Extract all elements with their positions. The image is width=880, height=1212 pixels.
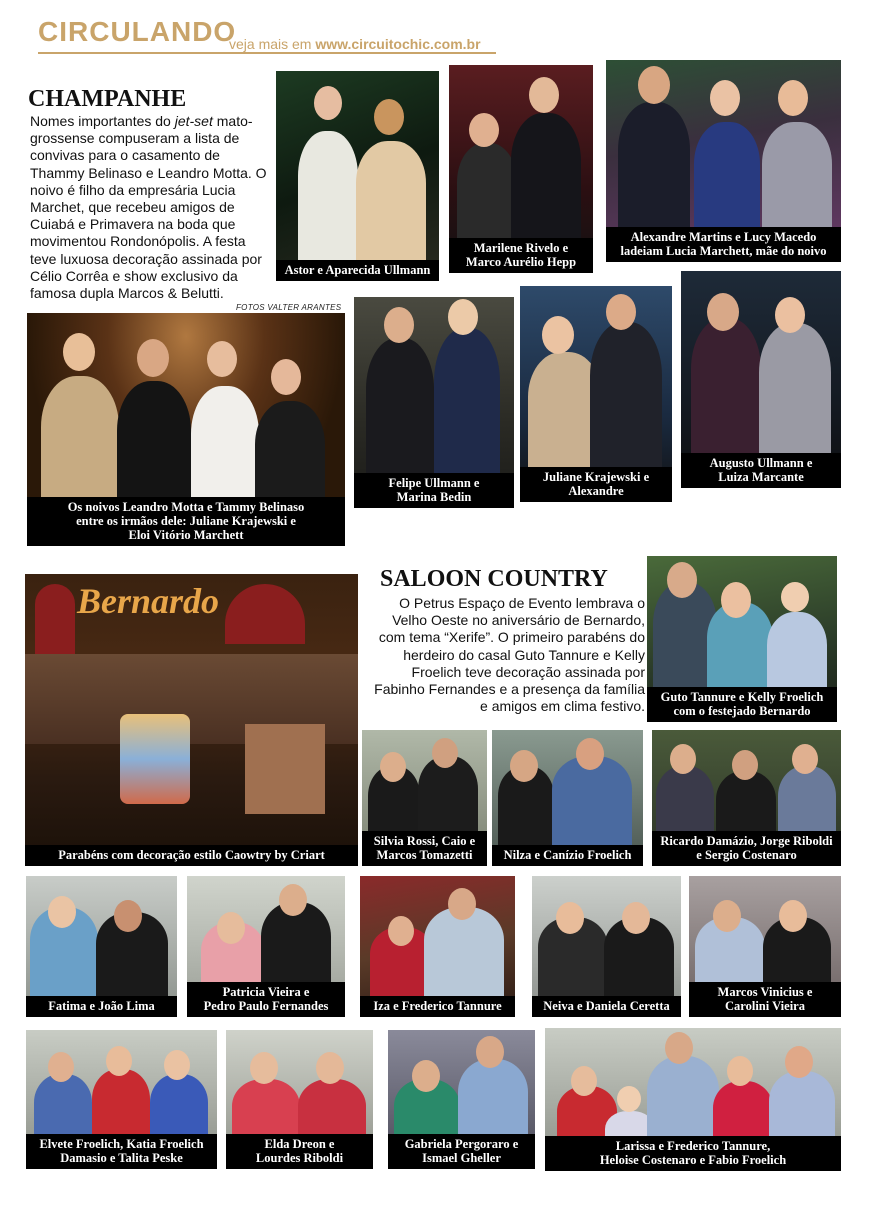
photo-caption: Os noivos Leandro Motta e Tammy Belinaso entre os irmãos dele: Juliane Krajewski e Eloi Vitório Marchett: [27, 497, 345, 546]
photo-credit: FOTOS VALTER ARANTES: [236, 303, 342, 312]
photo-caption: Gabriela Pergoraro e Ismael Gheller: [388, 1134, 535, 1169]
photo-caption: Juliane Krajewski e Alexandre: [520, 467, 672, 502]
photo-caption: Patricia Vieira e Pedro Paulo Fernandes: [187, 982, 345, 1017]
photo-caption: Parabéns com decoração estilo Caowtry by Criart: [25, 845, 358, 866]
photo-fatima-joao: [26, 876, 177, 1017]
champanhe-text-italic: jet-set: [174, 113, 213, 129]
photo-larissa-frederico-heloise-fabio: [545, 1028, 841, 1171]
saloon-title: SALOON COUNTRY: [380, 566, 608, 592]
champanhe-article: [30, 113, 270, 302]
photo-caption: Elda Dreon e Lourdes Riboldi: [226, 1134, 373, 1169]
photo-augusto-luiza: [681, 271, 841, 488]
photo-caption: Elvete Froelich, Katia Froelich Damasio e Talita Peske: [26, 1134, 217, 1169]
photo-iza-frederico: [360, 876, 515, 1017]
header-subtitle-prefix: veja mais em: [229, 36, 312, 52]
header-divider: [38, 52, 496, 54]
photo-caption: Larissa e Frederico Tannure, Heloise Costenaro e Fabio Froelich: [545, 1136, 841, 1171]
photo-marilene-marco: [449, 65, 593, 273]
photo-elda-lourdes: [226, 1030, 373, 1169]
photo-noivos: [27, 313, 345, 546]
decor-motel: [245, 724, 325, 814]
champanhe-text-2: mato-grossense compuseram a lista de convivas para o casamento de Thammy Belinaso e Leandro Motta. O noivo é filho da empresária Lucia Marchet, que recebeu amigos de Cuiabá e Primavera na boda que movimentou Rondonópolis. A festa teve luxuosa decoração assinada por Célio Corrêa e show exclusivo da famosa dupla Marcos & Belutti.: [30, 113, 267, 302]
photo-caption: Alexandre Martins e Lucy Macedo ladeiam Lucia Marchett, mãe do noivo: [606, 227, 841, 262]
photo-juliane-alexandre: [520, 286, 672, 502]
champanhe-text-1: Nomes importantes do: [30, 113, 175, 129]
photo-caption: Felipe Ullmann e Marina Bedin: [354, 473, 514, 508]
header-subtitle: [229, 36, 481, 52]
photo-caption: Iza e Frederico Tannure: [360, 996, 515, 1017]
photo-astor-aparecida: [276, 71, 439, 281]
photo-felipe-marina: [354, 297, 514, 508]
photo-elvete-katia-talita: [26, 1030, 217, 1169]
photo-silvia-caio-marcos: [362, 730, 487, 866]
photo-guto-kelly-bernardo: [647, 556, 837, 722]
photo-caption: Silvia Rossi, Caio e Marcos Tomazetti: [362, 831, 487, 866]
photo-bernardo-party: [25, 574, 358, 866]
photo-gabriela-ismael: [388, 1030, 535, 1169]
photo-caption: Augusto Ullmann e Luiza Marcante: [681, 453, 841, 488]
photo-caption: Ricardo Damázio, Jorge Riboldi e Sergio Costenaro: [652, 831, 841, 866]
photo-caption: Guto Tannure e Kelly Froelich com o festejado Bernardo: [647, 687, 837, 722]
photo-caption: Nilza e Canízio Froelich: [492, 845, 643, 866]
photo-patricia-pedro: [187, 876, 345, 1017]
photo-ricardo-jorge-sergio: [652, 730, 841, 866]
photo-alexandre-lucy-lucia: [606, 60, 841, 262]
photo-nilza-canizio: [492, 730, 643, 866]
section-header-title: CIRCULANDO: [38, 16, 237, 47]
saloon-article: O Petrus Espaço de Evento lembrava o Velho Oeste no aniversário de Bernardo, com tema “Xerife”. O primeiro parabéns do herdeiro do casal Guto Tannure e Kelly Froelich teve decoração assinada por Fabinho Fernandes e a presença da família e amigos em clima festivo.: [374, 595, 645, 715]
champanhe-title: CHAMPANHE: [28, 86, 187, 112]
photo-neiva-daniela: [532, 876, 681, 1017]
decor-bernardo-sign: Bernardo: [77, 581, 220, 621]
header-website-link[interactable]: www.circuitochic.com.br: [315, 36, 481, 52]
photo-caption: Marilene Rivelo e Marco Aurélio Hepp: [449, 238, 593, 273]
photo-caption: Fatima e João Lima: [26, 996, 177, 1017]
decor-arch: [35, 584, 75, 654]
photo-marcos-carolini: [689, 876, 841, 1017]
birthday-cake: [120, 714, 190, 804]
photo-caption: Neiva e Daniela Ceretta: [532, 996, 681, 1017]
photo-caption: Astor e Aparecida Ullmann: [276, 260, 439, 281]
photo-caption: Marcos Vinicius e Carolini Vieira: [689, 982, 841, 1017]
